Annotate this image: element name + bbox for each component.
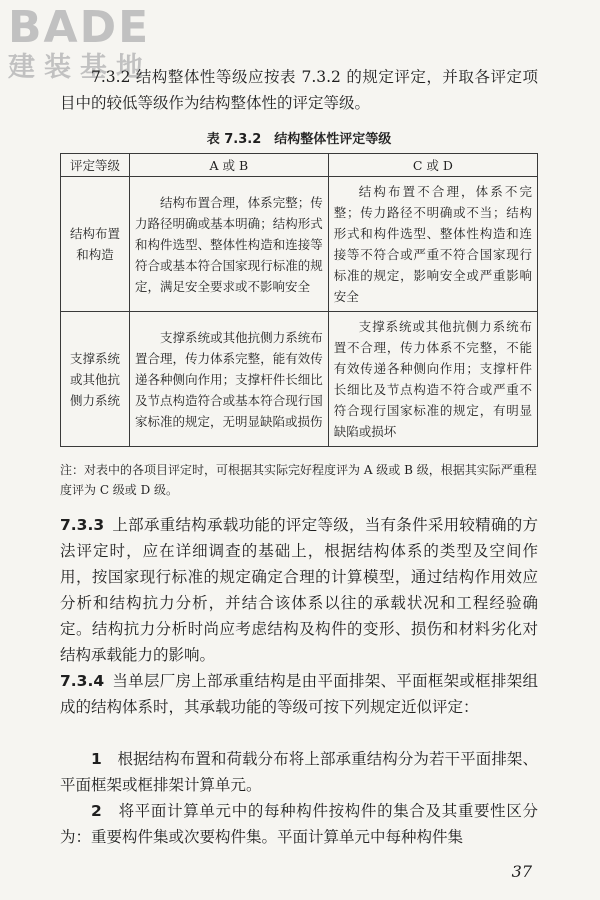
list-item	[60, 746, 538, 798]
row-item: 结构布置和构造	[61, 177, 130, 312]
table-row	[61, 312, 538, 447]
clause-7-3-2: 7.3.2 结构整体性等级应按表 7.3.2 的规定评定，并取各评定项目中的较低等级作为结构整体性的评定等级。	[60, 68, 538, 112]
clause-7-3-3	[60, 512, 538, 668]
clause-text: 上部承重结构承载功能的评定等级，当有条件采用较精确的方法评定时，应在详细调查的基础上，根据结构体系的类型及空间作用，按国家现行标准的规定确定合理的计算模型，通过结构作用效应分析和结构抗力分析，并结合该体系以往的承载状况和工程经验确定。结构抗力分析时尚应考虑结构及构件的变形、损伤和材料劣化对结构承载能力的影响。	[60, 516, 538, 664]
watermark-subtitle: 建装基地	[8, 52, 152, 83]
cell-a-or-b: 支撑系统或其他抗侧力系统布置合理，传力体系完整，能有效传递各种侧向作用；支撑杆件长细比及节点构造符合或基本符合现行国家标准的规定，无明显缺陷或损伤	[130, 312, 329, 447]
watermark-brand: BADE	[8, 2, 151, 53]
table-caption: 表 7.3.2 结构整体性评定等级	[206, 132, 392, 147]
clause-number: 7.3.4	[60, 672, 105, 690]
item-text: 根据结构布置和荷载分布将上部承重结构分为若干平面排架、平面框架或框排架计算单元。	[60, 750, 538, 794]
table-row	[61, 177, 538, 312]
item-number: 1	[91, 750, 102, 768]
cell-c-or-d: 支撑系统或其他抗侧力系统布置不合理，传力体系不完整，不能有效传递各种侧向作用；支撑杆件长细比及节点构造不符合或严重不符合现行国家标准的规定，有明显缺陷或损坏	[328, 312, 537, 447]
clause-number: 7.3.3	[60, 516, 105, 534]
item-number: 2	[91, 802, 102, 820]
item-text: 将平面计算单元中的每种构件按构件的集合及其重要性区分为：重要构件集或次要构件集。平面计算单元中每种构件集	[60, 802, 538, 846]
cell-c-or-d: 结构布置不合理，体系不完整；传力路径不明确或不当；结构形式和构件选型、整体性构造和连接等不符合或严重不符合国家现行标准的规定，影响安全或严重影响安全	[328, 177, 537, 312]
clause-7-3-4	[60, 668, 538, 720]
integrity-grade-table	[60, 153, 538, 447]
header-grade: 评定等级	[61, 154, 130, 177]
table-header-row	[61, 154, 538, 177]
clause-text: 当单层厂房上部承重结构是由平面排架、平面框架或框排架组成的结构体系时，其承载功能的等级可按下列规定近似评定：	[60, 672, 538, 716]
cell-a-or-b: 结构布置合理，体系完整；传力路径明确或基本明确；结构形式和构件选型、整体性构造和连接等符合或基本符合国家现行标准的规定，满足安全要求或不影响安全	[130, 177, 329, 312]
list-item	[60, 798, 538, 850]
table-note: 注：对表中的各项目评定时，可根据其实际完好程度评为 A 级或 B 级，根据其实际严重程度评为 C 级或 D 级。	[60, 463, 537, 497]
header-a-or-b: A 或 B	[130, 154, 329, 177]
row-item: 支撑系统或其他抗侧力系统	[61, 312, 130, 447]
header-c-or-d: C 或 D	[328, 154, 537, 177]
page-number: 37	[511, 862, 532, 881]
